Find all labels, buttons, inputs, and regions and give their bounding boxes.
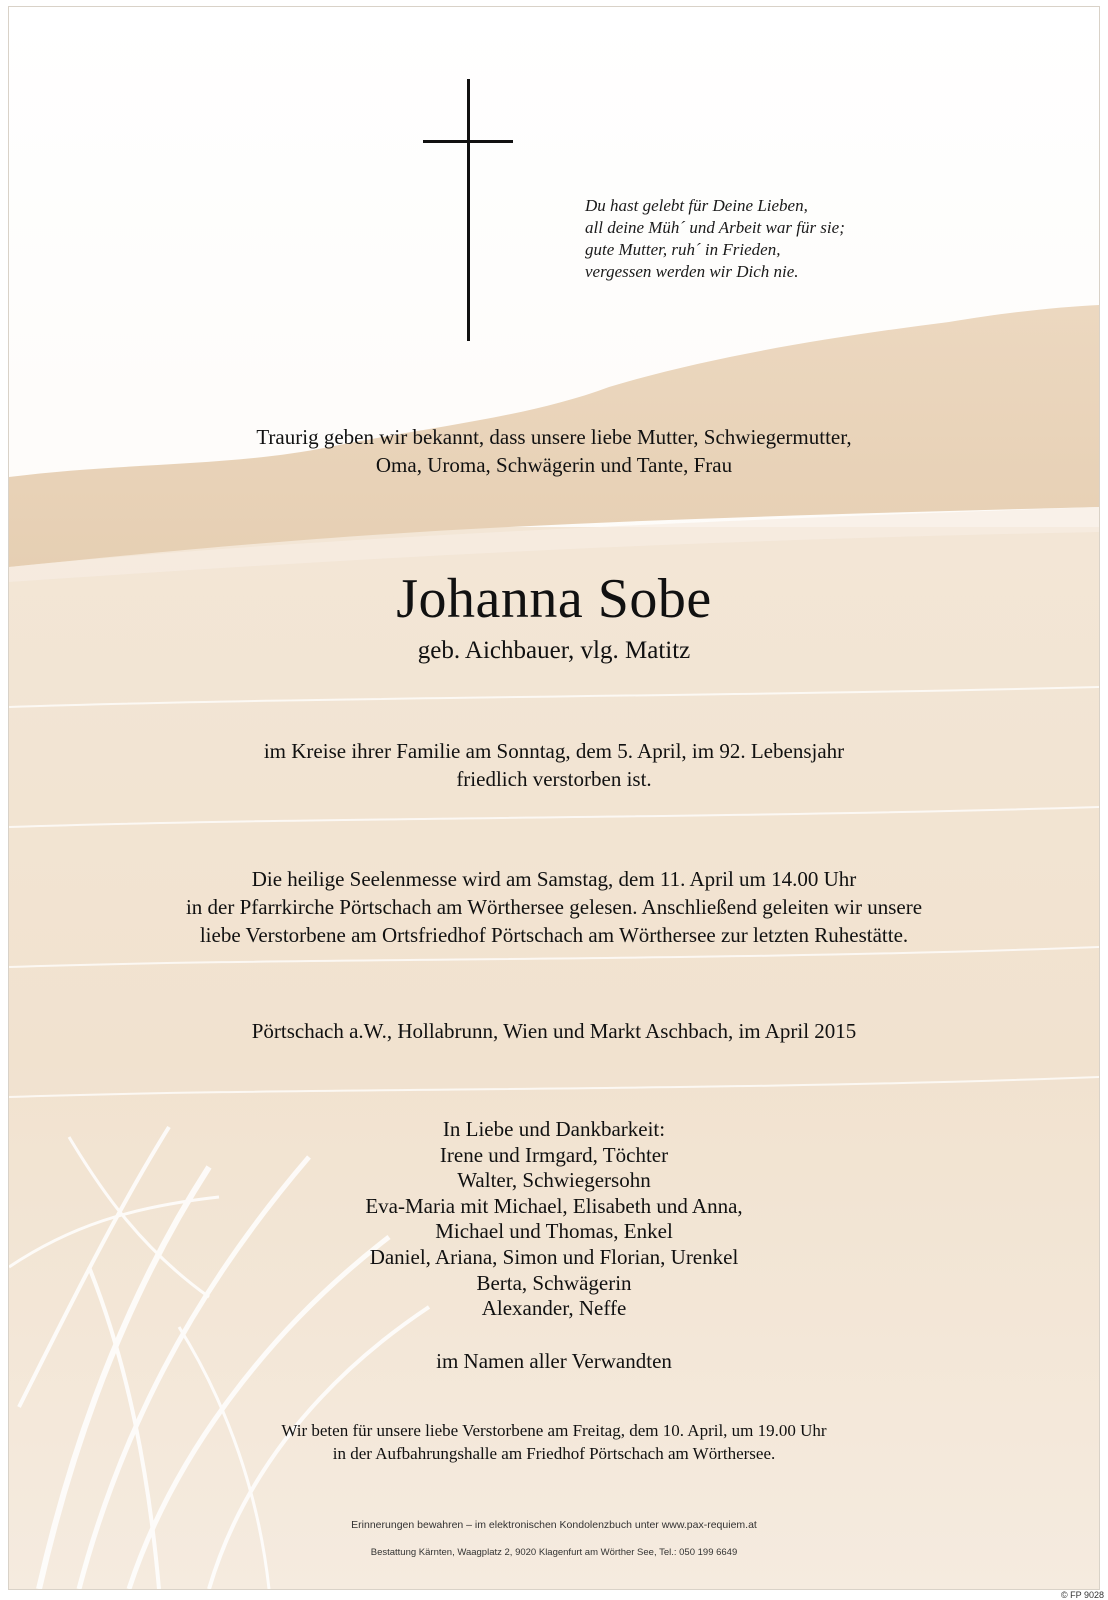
funeral-service — [9, 865, 1099, 949]
mourners-list — [9, 1117, 1099, 1322]
relatives-line: im Namen aller Verwandten — [436, 1349, 672, 1373]
poem-line: Du hast gelebt für Deine Lieben, — [585, 196, 808, 215]
mourner-line: Berta, Schwägerin — [476, 1270, 632, 1295]
mourner-line: Irene und Irmgard, Töchter — [439, 1142, 669, 1167]
undertaker-footer: Bestattung Kärnten, Waagplatz 2, 9020 Klagenfurt am Wörther See, Tel.: 050 199 6649 — [370, 1547, 738, 1558]
place-date: Pörtschach a.W., Hollabrunn, Wien und Markt Aschbach, im April 2015 — [251, 1019, 857, 1043]
mourner-line: In Liebe und Dankbarkeit: — [442, 1117, 666, 1141]
prayer-line: Wir beten für unsere liebe Verstorbene am Freitag, dem 10. April, um 19.00 Uhr — [281, 1421, 827, 1440]
cross-icon — [467, 79, 470, 341]
condolence-footer: Erinnerungen bewahren – im elektronischen Kondolenzbuch unter www.pax-requiem.at — [351, 1519, 757, 1531]
birth-name: geb. Aichbauer, vlg. Matitz — [417, 637, 691, 664]
poem-line: gute Mutter, ruh´ in Frieden, — [585, 240, 781, 259]
intro-line: Traurig geben wir bekannt, dass unsere liebe Mutter, Schwiegermutter, — [256, 425, 852, 449]
memorial-poem — [585, 195, 905, 283]
mourner-line: Alexander, Neffe — [481, 1296, 627, 1321]
poem-line: vergessen werden wir Dich nie. — [585, 262, 799, 281]
poem-line: all deine Müh´ und Arbeit war für sie; — [585, 218, 845, 237]
death-line: im Kreise ihrer Familie am Sonntag, dem 5. April, im 92. Lebensjahr — [263, 739, 845, 763]
mourner-line: Daniel, Ariana, Simon und Florian, Urenkel — [369, 1244, 739, 1269]
service-line: in der Pfarrkirche Pörtschach am Wörthersee gelesen. Anschließend geleiten wir unsere — [185, 895, 923, 919]
deceased-name: Johanna Sobe — [396, 568, 712, 630]
service-line: Die heilige Seelenmesse wird am Samstag, dem 11. April um 14.00 Uhr — [251, 867, 857, 891]
cross-icon-bar — [423, 140, 513, 143]
death-notice — [9, 737, 1099, 793]
service-line: liebe Verstorbene am Ortsfriedhof Pörtschach am Wörthersee zur letzten Ruhestätte. — [199, 923, 909, 947]
mourner-line: Michael und Thomas, Enkel — [435, 1219, 673, 1244]
mourner-line: Eva-Maria mit Michael, Elisabeth und Anna, — [365, 1193, 743, 1218]
prayer-notice — [9, 1419, 1099, 1465]
death-line: friedlich verstorben ist. — [456, 767, 652, 791]
mourner-line: Walter, Schwiegersohn — [457, 1168, 651, 1193]
prayer-line: in der Aufbahrungshalle am Friedhof Pörtschach am Wörthersee. — [332, 1444, 776, 1463]
print-code: © FP 9028 — [1061, 1590, 1104, 1600]
announcement-intro — [9, 423, 1099, 479]
obituary-sheet — [8, 6, 1100, 1590]
intro-line: Oma, Uroma, Schwägerin und Tante, Frau — [375, 453, 733, 477]
